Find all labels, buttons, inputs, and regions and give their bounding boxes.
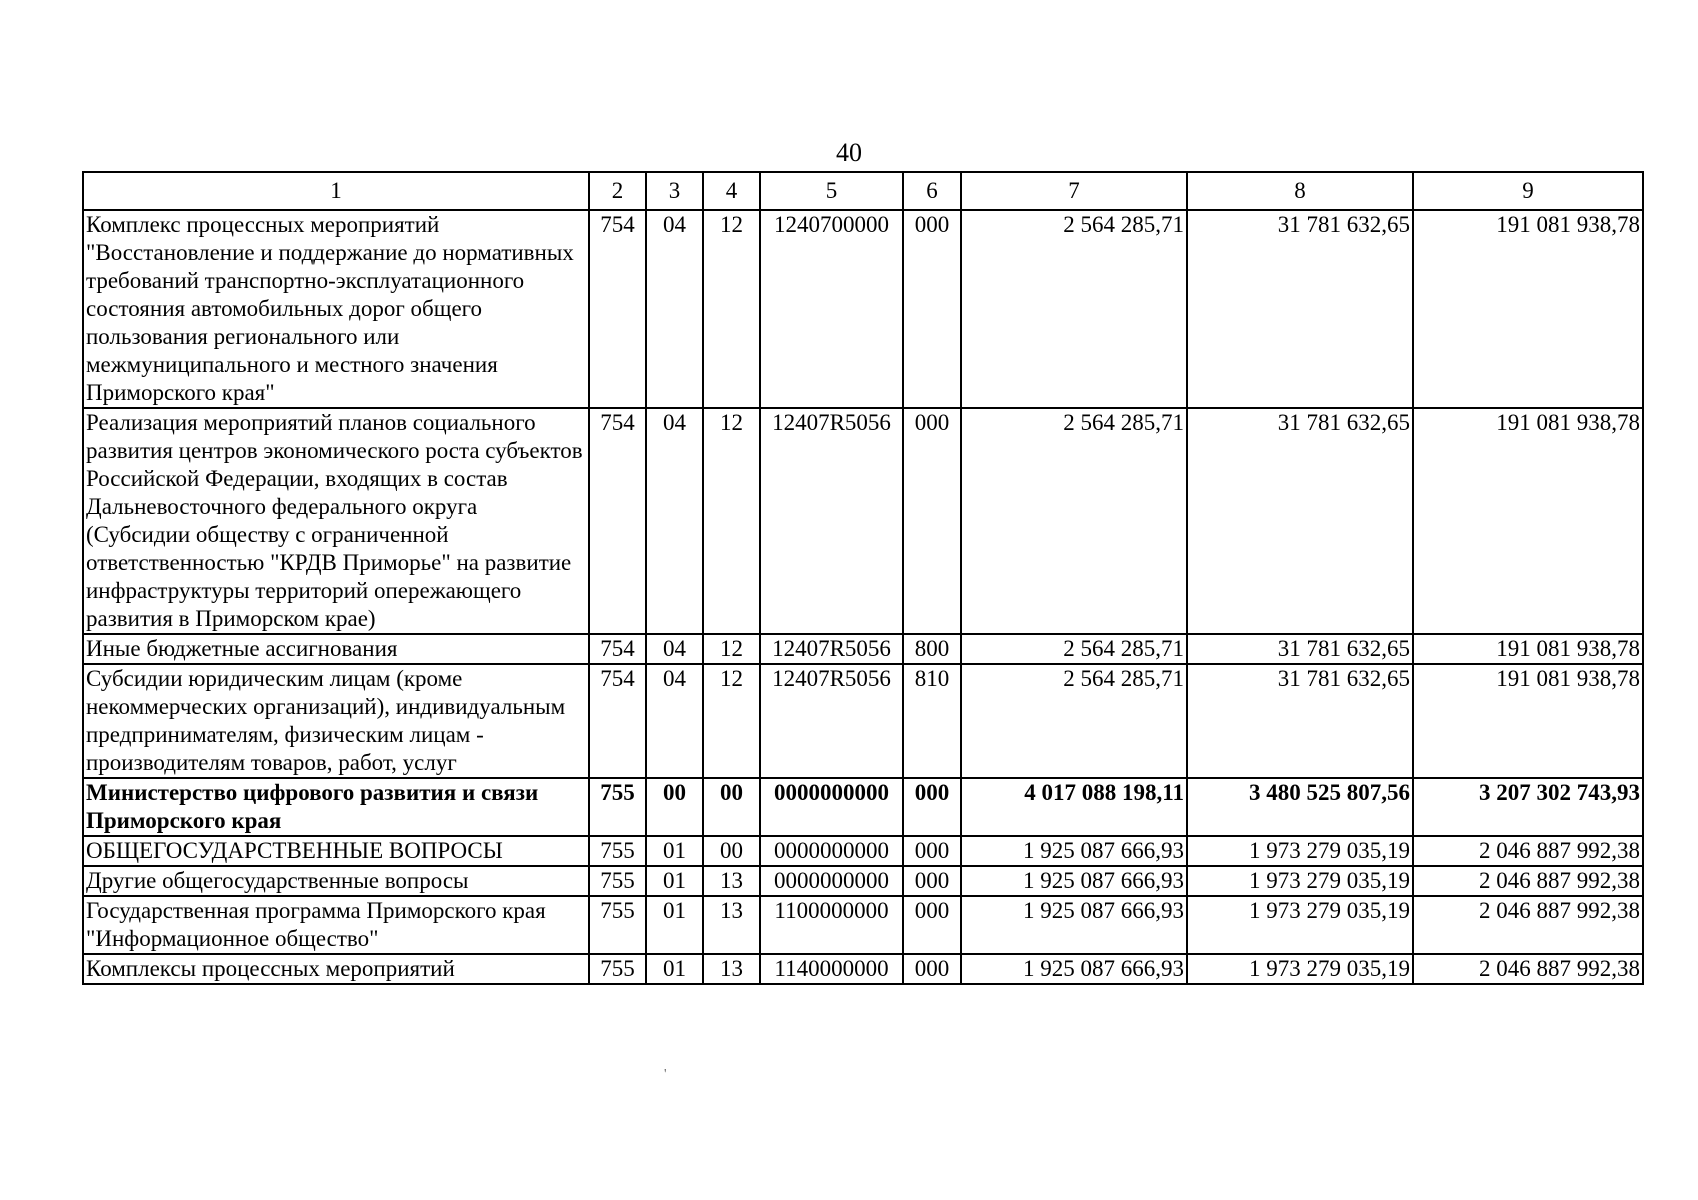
row-sum-9: 3 207 302 743,93 [1413,778,1643,836]
table-row [83,954,1643,984]
row-code-4: 00 [703,778,760,836]
row-code-4: 12 [703,210,760,408]
budget-table [82,171,1644,985]
table-row [83,634,1643,664]
row-sum-9: 191 081 938,78 [1413,634,1643,664]
row-code-5: 12407R5056 [760,634,903,664]
row-sum-8: 31 781 632,65 [1187,210,1413,408]
row-code-6: 000 [903,866,961,896]
row-code-4: 13 [703,866,760,896]
row-sum-9: 191 081 938,78 [1413,408,1643,634]
row-code-3: 04 [646,634,703,664]
row-sum-7: 1 925 087 666,93 [961,836,1187,866]
row-sum-9: 2 046 887 992,38 [1413,836,1643,866]
row-code-6: 810 [903,664,961,778]
row-name: Субсидии юридическим лицам (кроме некоммерческих организаций), индивидуальным предпринимателям, физическим лицам - производителям товаров, работ, услуг [83,664,589,778]
row-code-3: 01 [646,954,703,984]
header-row [83,172,1643,210]
row-code-3: 00 [646,778,703,836]
header-cell: 2 [589,172,646,210]
table-row [83,836,1643,866]
row-code-3: 04 [646,210,703,408]
header-cell: 9 [1413,172,1643,210]
row-code-6: 000 [903,954,961,984]
page-number: 40 [836,138,862,167]
row-name: Реализация мероприятий планов социального развития центров экономического роста субъектов Российской Федерации, входящих в состав Дальневосточного федерального округа (Субсидии обществу с ограниченной ответственностью "КРДВ Приморье" на развитие инфраструктуры территорий опережающего развития в Приморском крае) [83,408,589,634]
row-sum-7: 2 564 285,71 [961,634,1187,664]
row-sum-9: 2 046 887 992,38 [1413,866,1643,896]
row-sum-9: 191 081 938,78 [1413,210,1643,408]
row-sum-7: 2 564 285,71 [961,408,1187,634]
row-code-6: 000 [903,408,961,634]
row-sum-9: 191 081 938,78 [1413,664,1643,778]
row-code-4: 13 [703,896,760,954]
row-sum-8: 31 781 632,65 [1187,634,1413,664]
row-code-2: 755 [589,778,646,836]
table-row [83,210,1643,408]
row-code-3: 01 [646,836,703,866]
row-sum-7: 1 925 087 666,93 [961,954,1187,984]
row-sum-7: 4 017 088 198,11 [961,778,1187,836]
table-row [83,778,1643,836]
row-code-6: 000 [903,778,961,836]
row-code-2: 755 [589,896,646,954]
row-code-6: 000 [903,896,961,954]
row-sum-7: 1 925 087 666,93 [961,866,1187,896]
row-code-3: 04 [646,664,703,778]
row-code-6: 800 [903,634,961,664]
row-code-4: 12 [703,408,760,634]
row-code-2: 754 [589,408,646,634]
row-name: Министерство цифрового развития и связи Приморского края [83,778,589,836]
table-row [83,664,1643,778]
header-cell: 7 [961,172,1187,210]
row-sum-8: 31 781 632,65 [1187,408,1413,634]
row-code-5: 0000000000 [760,778,903,836]
row-code-2: 754 [589,664,646,778]
row-sum-9: 2 046 887 992,38 [1413,896,1643,954]
row-code-5: 1100000000 [760,896,903,954]
row-sum-7: 2 564 285,71 [961,664,1187,778]
row-code-2: 754 [589,210,646,408]
row-code-3: 04 [646,408,703,634]
row-code-5: 0000000000 [760,866,903,896]
header-cell: 4 [703,172,760,210]
row-sum-8: 1 973 279 035,19 [1187,896,1413,954]
header-cell: 1 [83,172,589,210]
row-sum-8: 31 781 632,65 [1187,664,1413,778]
row-name: Иные бюджетные ассигнования [83,634,589,664]
row-code-2: 754 [589,634,646,664]
row-name: Государственная программа Приморского края "Информационное общество" [83,896,589,954]
row-name: Другие общегосударственные вопросы [83,866,589,896]
row-name: Комплекс процессных мероприятий "Восстановление и поддержание до нормативных требований транспортно-эксплуатационного состояния автомобильных дорог общего пользования регионального или межмуниципального и местного значения Приморского края" [83,210,589,408]
row-code-4: 12 [703,664,760,778]
row-sum-9: 2 046 887 992,38 [1413,954,1643,984]
table-row [83,408,1643,634]
row-name: ОБЩЕГОСУДАРСТВЕННЫЕ ВОПРОСЫ [83,836,589,866]
row-name: Комплексы процессных мероприятий [83,954,589,984]
row-sum-8: 1 973 279 035,19 [1187,954,1413,984]
header-cell: 8 [1187,172,1413,210]
table-row [83,896,1643,954]
row-code-3: 01 [646,896,703,954]
header-cell: 5 [760,172,903,210]
row-code-2: 755 [589,954,646,984]
row-code-5: 12407R5056 [760,664,903,778]
row-code-4: 13 [703,954,760,984]
row-code-5: 0000000000 [760,836,903,866]
row-code-5: 1240700000 [760,210,903,408]
table-row [83,866,1643,896]
row-code-2: 755 [589,836,646,866]
row-code-3: 01 [646,866,703,896]
row-sum-8: 3 480 525 807,56 [1187,778,1413,836]
row-code-4: 12 [703,634,760,664]
row-code-2: 755 [589,866,646,896]
row-sum-7: 2 564 285,71 [961,210,1187,408]
header-cell: 6 [903,172,961,210]
stray-mark: ' [664,1067,667,1082]
row-code-5: 12407R5056 [760,408,903,634]
row-code-4: 00 [703,836,760,866]
row-code-6: 000 [903,210,961,408]
row-code-6: 000 [903,836,961,866]
header-cell: 3 [646,172,703,210]
row-code-5: 1140000000 [760,954,903,984]
row-sum-7: 1 925 087 666,93 [961,896,1187,954]
row-sum-8: 1 973 279 035,19 [1187,866,1413,896]
row-sum-8: 1 973 279 035,19 [1187,836,1413,866]
